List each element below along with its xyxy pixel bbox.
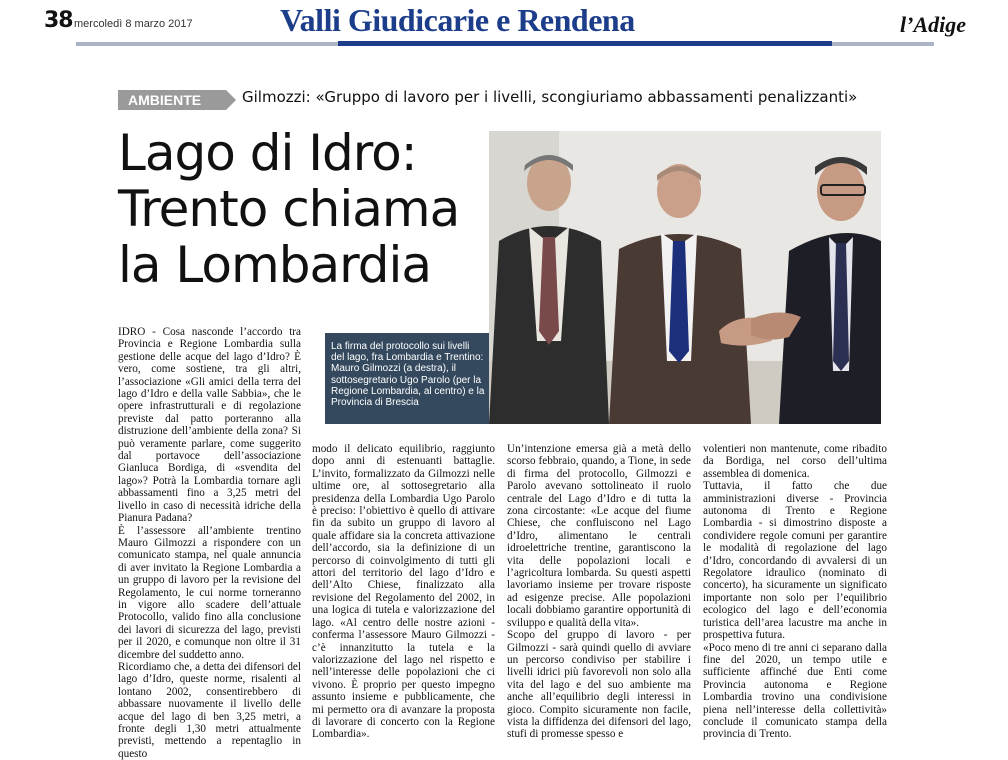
- paragraph: Un’intenzione emersa già a metà dello scorso febbraio, quando, a Tione, in sede di firma del protocollo, Gilmozzi e Parolo avevano sottolineato il ruolo centrale del Lago d’Idro e di tutta la zona circostante: «Le acque del fiume Chiese, che confluiscono nel Lago d’Idro, alimentano le centrali idroelettriche trentine, garantiscono la vita delle popolazioni locali e l’agricoltura lombarda. Su questi aspetti lavoriamo insieme per trovare risposte ad esigenze precise. Alle popolazioni locali dobbiamo garantire opportunità di sviluppo e qualità della vita».: [507, 443, 691, 629]
- paragraph: Tuttavia, il fatto che due amministrazioni diverse - Provincia autonoma di Trento e Regione Lombardia - si dimostrino disposte a condividere regole comuni per garantire le modalità di regolazione del lago d’Idro, concordando di avvalersi di un Regolatore idraulico (nominato di concerto), ha sicuramente un significato importante non solo per l’equilibrio ecologico del lago e dell’economia turistica dell’area lacustre ma anche in prospettiva futura.: [703, 480, 887, 642]
- headline: [118, 125, 490, 293]
- paragraph: modo il delicato equilibrio, raggiunto dopo anni di estenuanti battaglie. L’invito, formalizzato da Gilmozzi nelle ultime ore, al sottosegretario alla presidenza della Lombardia Ugo Parolo è preciso: l’obiettivo è quello di attivare fin da subito un gruppo di lavoro al quale affidare sia la concreta attivazione dell’accordo, sia la definizione di un percorso di coinvolgimento di tutti gli attori del territorio del lago d’Idro e dell’Alto Chiese, finalizzato alla revisione del Regolamento del 2002, in una logica di tutela e valorizzazione del lago. «Al centro delle nostre azioni - conferma l’assessore Mauro Gilmozzi - c’è innanzitutto la tutela e la valorizzazione del lago nel rispetto e nell’interesse delle popolazioni che ci vivono. È proprio per questo impegno assunto insieme e pubblicamente, che mi permetto ora di avanzare la proposta di lavorare di concerto con la Regione Lombardia».: [312, 443, 495, 741]
- newspaper-masthead: l’Adige: [900, 12, 966, 37]
- headline-line-2: Trento chiama: [118, 180, 460, 238]
- paragraph: «Poco meno di tre anni ci separano dalla fine del 2020, un tempo utile e sufficiente affinché due Enti come Provincia autonoma e Regione Lombardia trovino una condivisione piena nell’interesse della collettività» conclude il comunicato stampa della provincia di Trento.: [703, 641, 887, 741]
- paragraph: È l’assessore all’ambiente trentino Mauro Gilmozzi a rispondere con un comunicato stampa, nel quale annuncia di aver invitato la Regione Lombardia a un gruppo di lavoro per la revisione del Regolamento, le cui norme torneranno in vigore allo scadere dell’attuale Protocollo, valido fino alla conclusione dei lavori di sicurezza del lago, previsti per il 2020, e comunque non oltre il 31 dicembre del suddetto anno.: [118, 524, 301, 661]
- section-title: Valli Giudicarie e Rendena: [280, 2, 635, 38]
- article-column-1: [118, 326, 301, 760]
- headline-line-1: Lago di Idro:: [118, 124, 417, 182]
- header-rule-accent: [338, 41, 832, 46]
- article-photo: [489, 131, 881, 424]
- page-number: 38: [44, 8, 73, 33]
- paragraph: volentieri non mantenute, come ribadito da Bordiga, nel corso dell’ultima assemblea di domenica.: [703, 443, 887, 480]
- article-column-4: [703, 443, 887, 741]
- paragraph: Ricordiamo che, a detta dei difensori del lago d’Idro, queste norme, risalenti al lontano 2002, consentirebbero di abbassare nuovamente il livello delle acque del lago di ben 3,25 metri, a fronte degli 1,30 metri attualmente previsti, mettendo a repentaglio in questo: [118, 660, 301, 760]
- paragraph: Scopo del gruppo di lavoro - per Gilmozzi - sarà quindi quello di avviare un percorso condiviso per stabilire i livelli idrici più favorevoli non solo alla vita del lago e del suo ambiente ma anche all’equilibrio degli interessi in gioco. Compito sicuramente non facile, vista la diffidenza dei difensori del lago, stufi di promesse spesso e: [507, 629, 691, 741]
- article-column-3: [507, 443, 691, 741]
- page-date: mercoledì 8 marzo 2017: [74, 18, 193, 30]
- photo-three-men-handshake: [489, 131, 881, 424]
- headline-line-3: la Lombardia: [118, 236, 432, 294]
- photo-caption: La firma del protocollo sui livelli del lago, fra Lombardia e Trentino: Mauro Gilmozzi (a destra), il sottosegretario Ugo Parolo (per la Regione Lombardia, al centro) e la Provincia di Brescia: [325, 333, 489, 424]
- kicker-subtitle: Gilmozzi: «Gruppo di lavoro per i livelli, scongiuriamo abbassamenti penalizzanti»: [242, 88, 858, 106]
- category-badge: AMBIENTE: [118, 90, 226, 110]
- paragraph: IDRO - Cosa nasconde l’accordo tra Provincia e Regione Lombardia sulla gestione delle acque del lago d’Idro? È vero, come sostiene, tra gli altri, l’associazione «Gli amici della terra del lago d’Idro e della valle Sabbia», che le opere infrastrutturali e di regolazione previste dal patto porteranno alla distruzione dell’ambiente della zona? Si può veramente parlare, come suggerito dal portavoce dell’associazione Gianluca Bordiga, di «svendita del lago»? Potrà la Lombardia tornare agli abbassamenti fino a 3,25 metri del livello in caso di necessità idriche della Pianura Padana?: [118, 326, 301, 525]
- article-column-2: [312, 443, 495, 741]
